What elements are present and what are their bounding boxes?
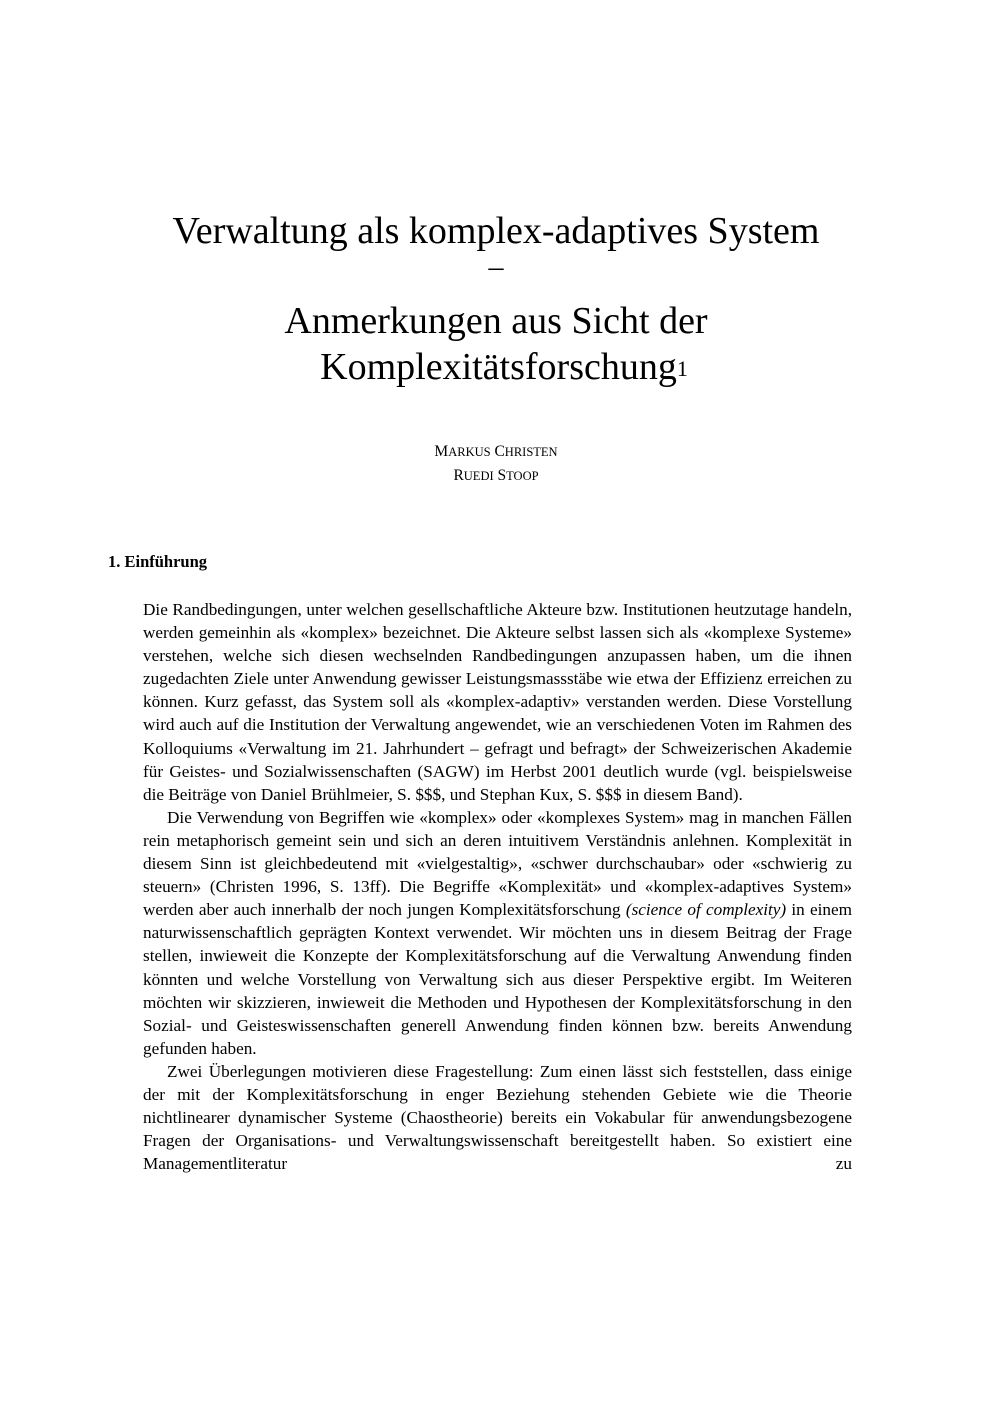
paragraph-2-text-b: in einem naturwissenschaftlich geprägten Kontext verwendet. Wir möchten uns in diesem Beitrag der Frage stellen, inwieweit die Konzepte der Komplexitätsforschung auf die Verwaltung Anwendung finden könnten und welche Vorstellung von Verwaltung sich aus dieser Perspektive ergibt. Im Weiteren möchten wir skizzieren, inwieweit die Methoden und Hypothesen der Komplexitätsforschung in den Sozial- und Geisteswissenschaften generell Anwendung finden können bzw. bereits Anwendung gefunden haben.	[143, 900, 852, 1058]
title-line-3	[0, 344, 992, 390]
author-2-first-initial: R	[453, 467, 464, 484]
paragraph-2-italic-term: (science of complexity)	[625, 900, 787, 920]
author-1	[0, 440, 992, 464]
title-line-1: Verwaltung als komplex-adaptives System	[172, 210, 820, 252]
paragraph-2	[143, 806, 852, 1060]
footnote-marker[interactable]: 1	[676, 356, 688, 381]
paragraph-1: Die Randbedingungen, unter welchen gesellschaftliche Akteure bzw. Institutionen heutzutage handeln, werden gemeinhin als «komplex» bezeichnet. Die Akteure selbst lassen sich als «komplexe Systeme» verstehen, welche sich diesen wechselnden Randbedingungen anzupassen haben, um die ihnen zugedachten Ziele unter Anwendung gewisser Leistungsmassstäbe wie etwa der Effizienz erreichen zu können. Kurz gefasst, das System soll als «komplex-adaptiv» verstanden werden. Diese Vorstellung wird auch auf die Institution der Verwaltung angewendet, wie an verschiedenen Voten im Rahmen des Kolloquiums «Verwaltung im 21. Jahrhundert – gefragt und befragt» der Schweizerischen Akademie für Geistes- und Sozialwissenschaften (SAGW) im Herbst 2001 deutlich wurde (vgl. beispielsweise die Beiträge von Daniel Brühlmeier, S. $$$, und Stephan Kux, S. $$$ in diesem Band).	[143, 600, 852, 804]
author-2-last-initial: S	[497, 467, 507, 484]
section-heading: 1. Einführung	[108, 552, 208, 571]
document-title	[0, 208, 992, 390]
author-1-first-rest: ARKUS	[448, 445, 491, 459]
author-list	[0, 440, 992, 488]
author-2-first-rest: UEDI	[463, 469, 494, 483]
title-line-3-text: Komplexitätsforschung	[320, 346, 677, 388]
paragraph-3: Zwei Überlegungen motivieren diese Fragestellung: Zum einen lässt sich feststellen, dass einige der mit der Komplexitätsforschung in enger Beziehung stehenden Gebiete wie die Theorie nichtlinearer dynamischer Systeme (Chaostheorie) bereits ein Vokabular für anwendungsbezogene Fragen der Organisations- und Verwaltungswissenschaft bereitgestellt haben. So existiert eine Managementliteratur zu	[143, 1061, 852, 1174]
author-1-last-initial: C	[494, 443, 505, 460]
author-1-last-rest: HRISTEN	[504, 445, 558, 459]
author-2	[0, 464, 992, 488]
body-text	[143, 598, 852, 1175]
title-line-2: Anmerkungen aus Sicht der	[284, 300, 708, 342]
author-1-first-initial: M	[434, 443, 449, 460]
paragraph-2-text-a: Die Verwendung von Begriffen wie «komplex» oder «komplexes System» mag in manchen Fällen rein metaphorisch gemeint sein und sich an deren intuitivem Verständnis anlehnen. Komplexität in diesem Sinn ist gleichbedeutend mit «vielgestaltig», «schwer durchschaubar» oder «schwierig zu steuern» (Christen 1996, S. 13ff). Die Begriffe «Komplexität» und «komplex-adaptives System» werden aber auch innerhalb der noch jungen Komplexitätsforschung	[143, 807, 852, 920]
author-2-last-rest: TOOP	[506, 469, 539, 483]
title-dash: –	[488, 250, 504, 283]
